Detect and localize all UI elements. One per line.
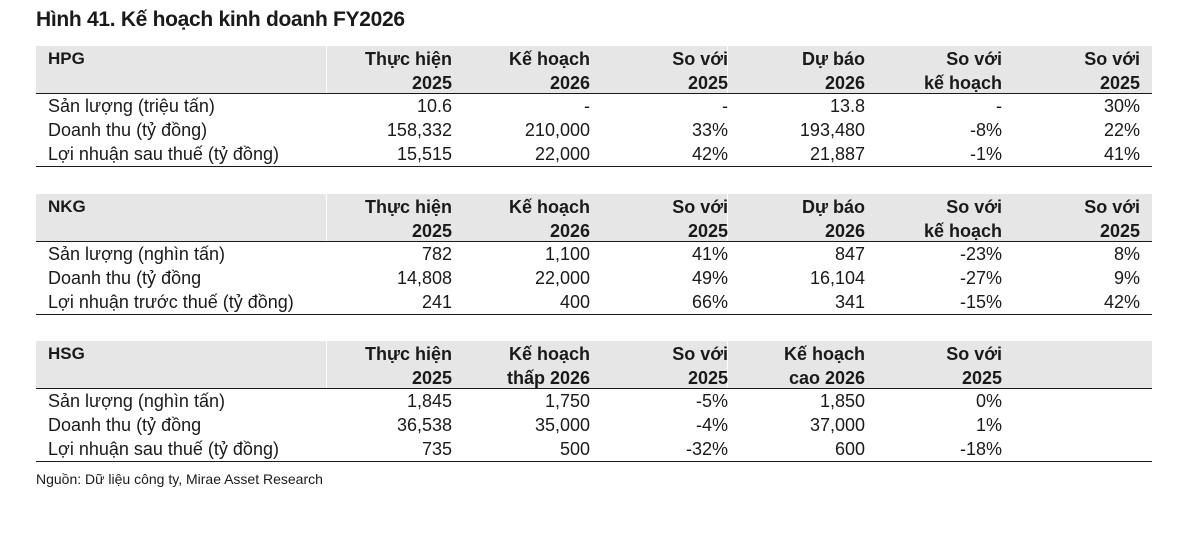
table-cell: 22,000	[534, 144, 590, 164]
row-label: Sản lượng (nghìn tấn)	[48, 244, 225, 264]
table-row	[36, 413, 1152, 437]
table-cell: 0%	[975, 391, 1002, 411]
table-body	[36, 389, 1152, 462]
column-header: Dự báo 2026	[801, 49, 865, 93]
table-cell: 14,808	[396, 268, 452, 288]
column-header: So với 2025	[672, 344, 728, 388]
column-header: So với 2025	[1084, 49, 1140, 93]
row-label: Lợi nhuận sau thuế (tỷ đồng)	[48, 144, 279, 164]
table-cell: 30%	[1103, 96, 1140, 116]
column-header: So với 2025	[946, 344, 1002, 388]
table-cell: 1,100	[544, 244, 590, 264]
table-cell: -	[722, 96, 728, 116]
column-header: Dự báo 2026	[801, 197, 865, 241]
table-header	[36, 46, 1152, 94]
column-header: Kế hoạch cao 2026	[783, 344, 865, 388]
column-divider	[326, 341, 327, 388]
table-cell: 41%	[1103, 144, 1140, 164]
hpg-table	[36, 46, 1152, 167]
column-header: So với 2025	[672, 197, 728, 241]
table-cell: -27%	[959, 268, 1002, 288]
column-header: Kế hoạch thấp 2026	[506, 344, 590, 388]
table-cell: 33%	[691, 120, 728, 140]
table-cell: 13.8	[829, 96, 865, 116]
table-cell: 847	[834, 244, 865, 264]
table-cell: 37,000	[809, 415, 865, 435]
hsg-table	[36, 341, 1152, 462]
table-cell: -32%	[685, 439, 728, 459]
table-cell: -15%	[959, 292, 1002, 312]
table-cell: -	[996, 96, 1002, 116]
table-header	[36, 194, 1152, 242]
column-divider	[326, 194, 327, 241]
table-row	[36, 242, 1152, 266]
table-cell: 15,515	[396, 144, 452, 164]
row-label: Doanh thu (tỷ đồng)	[48, 120, 208, 140]
table-cell: -1%	[969, 144, 1002, 164]
table-cell: 600	[834, 439, 865, 459]
column-header: So với 2025	[672, 49, 728, 93]
row-label: Doanh thu (tỷ đồng	[48, 415, 202, 435]
table-body	[36, 94, 1152, 167]
table-cell: 9%	[1113, 268, 1140, 288]
company-name: NKG	[48, 197, 86, 216]
table-cell: -18%	[959, 439, 1002, 459]
table-cell: 21,887	[809, 144, 865, 164]
column-header: So với kế hoạch	[923, 197, 1002, 241]
row-label: Lợi nhuận trước thuế (tỷ đồng)	[48, 292, 294, 312]
table-body	[36, 242, 1152, 315]
column-header: So với kế hoạch	[923, 49, 1002, 93]
table-cell: -	[584, 96, 590, 116]
table-row	[36, 266, 1152, 290]
table-cell: 1,850	[819, 391, 865, 411]
column-header: So với 2025	[1084, 197, 1140, 241]
row-label: Lợi nhuận sau thuế (tỷ đồng)	[48, 439, 279, 459]
table-cell: -5%	[695, 391, 728, 411]
table-cell: 193,480	[799, 120, 865, 140]
table-cell: 42%	[1103, 292, 1140, 312]
table-cell: 158,332	[386, 120, 452, 140]
table-cell: 42%	[691, 144, 728, 164]
table-cell: 35,000	[534, 415, 590, 435]
row-label: Sản lượng (nghìn tấn)	[48, 391, 225, 411]
table-cell: 400	[559, 292, 590, 312]
table-cell: 241	[421, 292, 452, 312]
table-cell: 500	[559, 439, 590, 459]
source-note: Nguồn: Dữ liệu công ty, Mirae Asset Research	[36, 471, 323, 487]
column-header: Thực hiện 2025	[364, 344, 452, 388]
table-row	[36, 290, 1152, 314]
table-row	[36, 389, 1152, 413]
row-label: Doanh thu (tỷ đồng	[48, 268, 202, 288]
table-cell: 8%	[1113, 244, 1140, 264]
table-row	[36, 437, 1152, 461]
nkg-table	[36, 194, 1152, 315]
table-row	[36, 142, 1152, 166]
table-cell: 1,845	[406, 391, 452, 411]
column-header: Kế hoạch 2026	[508, 197, 590, 241]
table-cell: 49%	[691, 268, 728, 288]
table-cell: 782	[421, 244, 452, 264]
table-cell: 16,104	[809, 268, 865, 288]
table-cell: 66%	[691, 292, 728, 312]
figure-title: Hình 41. Kế hoạch kinh doanh FY2026	[36, 8, 405, 31]
table-cell: 10.6	[416, 96, 452, 116]
row-label: Sản lượng (triệu tấn)	[48, 96, 215, 116]
table-cell: -4%	[695, 415, 728, 435]
table-cell: -23%	[959, 244, 1002, 264]
table-cell: 210,000	[524, 120, 590, 140]
table-cell: 341	[834, 292, 865, 312]
column-divider	[326, 46, 327, 93]
table-cell: 1,750	[544, 391, 590, 411]
table-cell: 22%	[1103, 120, 1140, 140]
table-cell: 41%	[691, 244, 728, 264]
column-header: Thực hiện 2025	[364, 49, 452, 93]
company-name: HPG	[48, 49, 85, 68]
company-name: HSG	[48, 344, 85, 363]
table-cell: 22,000	[534, 268, 590, 288]
table-row	[36, 94, 1152, 118]
table-header	[36, 341, 1152, 389]
table-cell: 1%	[975, 415, 1002, 435]
table-row	[36, 118, 1152, 142]
column-header: Thực hiện 2025	[364, 197, 452, 241]
table-cell: 36,538	[396, 415, 452, 435]
table-cell: -8%	[969, 120, 1002, 140]
column-header: Kế hoạch 2026	[508, 49, 590, 93]
table-cell: 735	[421, 439, 452, 459]
